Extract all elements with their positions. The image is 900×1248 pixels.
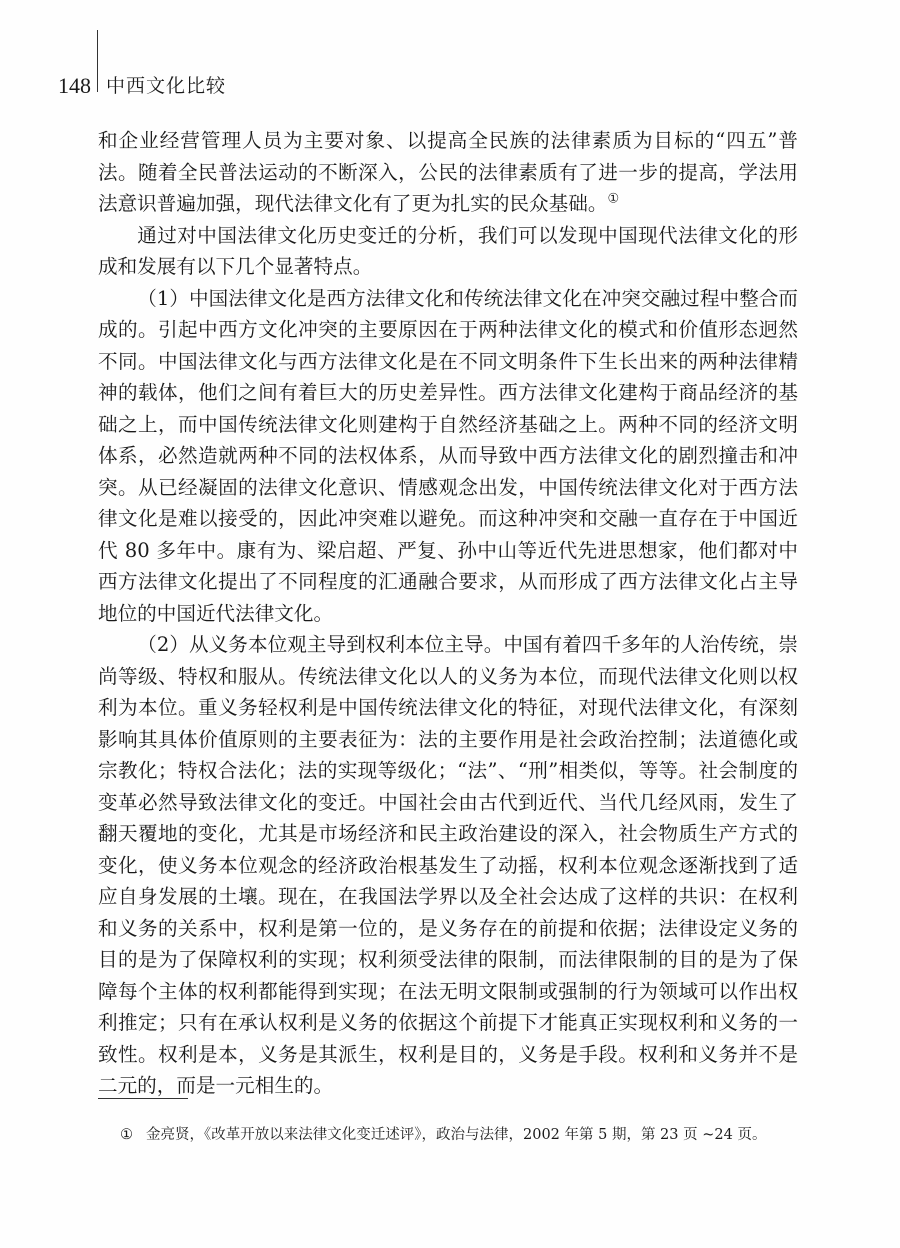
footnote-text: 金亮贤，《改革开放以来法律文化变迁述评》，政治与法律，2002 年第 5 期，第 23 页 ~24 页。 (146, 1127, 767, 1143)
paragraph-continued (98, 125, 798, 220)
paragraph-4: （2）从义务本位观主导到权利本位主导。中国有着四千多年的人治传统，崇尚等级、特权和服从。传统法律文化以人的义务为本位，而现代法律文化则以权利为本位。重义务轻权利是中国传统法律文化的特征，对现代法律文化，有深刻影响其具体价值原则的主要表征为：法的主要作用是社会政治控制；法道德化或宗教化；特权合法化；法的实现等级化；“法”、“刑”相类似，等等。社会制度的变革必然导致法律文化的变迁。中国社会由古代到近代、当代几经风雨，发生了翻天覆地的变化，尤其是市场经济和民主政治建设的深入，社会物质生产方式的变化，使义务本位观念的经济政治根基发生了动摇，权利本位观念逐渐找到了适应自身发展的土壤。现在，在我国法学界以及全社会达成了这样的共识：在权利和义务的关系中，权利是第一位的，是义务存在的前提和依据；法律设定义务的目的是为了保障权利的实现；权利须受法律的限制，而法律限制的目的是为了保障每个主体的权利都能得到实现；在法无明文限制或强制的行为领域可以作出权利推定；只有在承认权利是义务的依据这个前提下才能真正实现权利和义务的一致性。权利是本，义务是其派生，权利是目的，义务是手段。权利和义务并不是二元的，而是一元相生的。 (98, 633, 798, 1097)
footnote-reference: ① (607, 191, 620, 207)
page-header (58, 62, 226, 98)
running-head: 中西文化比较 (106, 75, 227, 97)
footnote (120, 1124, 800, 1146)
page-number: 148 (58, 73, 91, 98)
paragraph-2: 通过对中国法律文化历史变迁的分析，我们可以发现中国现代法律文化的形成和发展有以下几个显著特点。 (98, 223, 798, 278)
footnote-divider (98, 1098, 188, 1099)
paragraph-1-text: 和企业经营管理人员为主要对象、以提高全民族的法律素质为目标的“四五”普法。随着全民普法运动的不断深入，公民的法律素质有了进一步的提高，学法用法意识普遍加强，现代法律文化有了更为扎实的民众基础。 (98, 129, 798, 215)
header-divider (97, 30, 98, 92)
footnote-mark: ① (120, 1127, 133, 1143)
body-text (98, 125, 798, 1102)
paragraph-3: （1）中国法律文化是西方法律文化和传统法律文化在冲突交融过程中整合而成的。引起中西方文化冲突的主要原因在于两种法律文化的模式和价值形态迥然不同。中国法律文化与西方法律文化是在不同文明条件下生长出来的两种法律精神的载体，他们之间有着巨大的历史差异性。西方法律文化建构于商品经济的基础之上，而中国传统法律文化则建构于自然经济基础之上。两种不同的经济文明体系，必然造就两种不同的法权体系，从而导致中西方法律文化的剧烈撞击和冲突。从已经凝固的法律文化意识、情感观念出发，中国传统法律文化对于西方法律文化是难以接受的，因此冲突难以避免。而这种冲突和交融一直存在于中国近代 80 多年中。康有为、梁启超、严复、孙中山等近代先进思想家，他们都对中西方法律文化提出了不同程度的汇通融合要求，从而形成了西方法律文化占主导地位的中国近代法律文化。 (98, 286, 798, 625)
